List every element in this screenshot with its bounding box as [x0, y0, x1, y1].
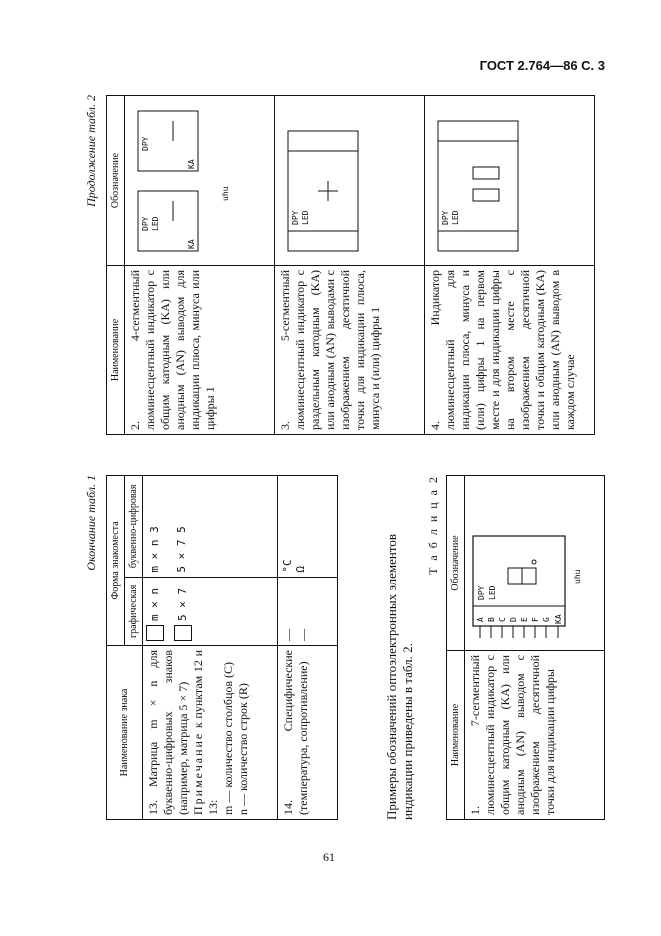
t1-row14-graphic	[278, 577, 338, 645]
t1-row14-alnum	[278, 476, 338, 578]
t2c-head-name: Наименование	[107, 266, 125, 435]
t1-head-graphic: графическая	[125, 577, 143, 645]
label-dpy: DPY	[291, 210, 300, 225]
label-led: LED	[151, 216, 160, 231]
t2-head-name: Наименование	[447, 651, 465, 820]
t1-row13-text: 13. Матрица m × n для буквенно-цифровых знаков (например, матрица 5 × 7)	[146, 650, 190, 815]
t2-row1-symbol	[465, 476, 605, 651]
table2-cont-caption: Продолжение табл. 2	[84, 95, 98, 207]
t1-row13-graphic	[143, 577, 278, 645]
seven-segment-symbol	[468, 496, 588, 646]
t1-note-text: к пунктам 12 и 13:	[191, 649, 220, 815]
label-led: LED	[451, 210, 460, 225]
t1-a3: °C	[281, 559, 294, 573]
t2c-row2: 2. 4-сегментный люминесцентный индикатор с общим катодным (KA) или анодным (AN) выводом для индикации плюса, минуса или цифры 1	[125, 266, 275, 435]
table2	[446, 475, 605, 820]
t2c-head-sym: Обозначение	[107, 96, 125, 266]
label-uhu: uhu	[573, 569, 582, 584]
pin-ka: KA	[187, 159, 196, 169]
t1-a2: 5 × 7 5	[175, 526, 188, 573]
pin-g: G	[542, 617, 551, 622]
t2c-row3-symbol	[275, 96, 425, 266]
t1-row13-name	[143, 646, 278, 820]
t2c-row3: 3. 5-сегментный люминесцентный индикатор с раздельным катодным (KA) или анодным (AN) выводами с изображением десятичной точки для индикации плюса, минуса и (или) цифры 1	[275, 266, 425, 435]
rotated-content	[84, 95, 624, 820]
table2-continued	[106, 95, 595, 435]
t2c-row4-symbol	[425, 96, 595, 266]
matrix-box-icon	[174, 625, 192, 641]
combined-indicator-symbol	[428, 101, 558, 261]
matrix-box-icon	[146, 625, 164, 641]
right-half	[84, 95, 624, 435]
pin-a: A	[476, 617, 485, 622]
label-dpy: DPY	[441, 210, 450, 225]
t1-g1: m × n	[147, 587, 161, 621]
t1-a4: Ω	[294, 565, 307, 573]
five-segment-symbol	[278, 101, 408, 261]
t1-head-form: Форма знакоместа	[107, 476, 125, 646]
t1-head-alnum: буквенно-цифровая	[125, 476, 143, 578]
pin-ka: KA	[187, 239, 196, 249]
label-dpy: DPY	[141, 216, 150, 231]
t1-g4: —	[296, 629, 310, 641]
pin-e: E	[520, 617, 529, 622]
t1-g3: —	[281, 629, 295, 641]
t1-head-name: Наименование знака	[107, 646, 143, 820]
t2c-row2-symbol	[125, 96, 275, 266]
label-dpy: DPY	[141, 136, 150, 151]
label-led: LED	[488, 585, 497, 600]
table2-title: Т а б л и ц а 2	[426, 475, 440, 575]
table1-caption: Окончание табл. 1	[84, 475, 98, 571]
left-half	[84, 475, 624, 820]
pin-b: B	[487, 617, 496, 622]
pin-ka: KA	[554, 614, 563, 624]
four-segment-symbol	[128, 101, 258, 261]
pin-d: D	[509, 617, 518, 622]
pin-c: C	[498, 617, 507, 622]
t1-g2: 5 × 7	[175, 587, 189, 621]
t1-row14-name: 14. Специфические (температура, сопротивление)	[278, 646, 338, 820]
t1-note-label: Примечание	[191, 731, 205, 815]
t2-head-sym: Обозначение	[447, 476, 465, 651]
pin-f: F	[531, 617, 540, 622]
t1-note-n: n — количество строк (R)	[236, 683, 250, 815]
label-led: LED	[301, 210, 310, 225]
t2-row1-name: 1. 7-сегментный люминесцентный индикатор с общим катодным (KA) или анодным (AN) выводом с изображением десятичной точки для индикации цифры	[465, 651, 605, 820]
table1	[106, 475, 338, 820]
label-uhu: uhu	[221, 186, 230, 201]
intro-paragraph: Примеры обозначений оптоэлектронных элементов индикации приведены в табл. 2.	[384, 533, 415, 820]
t1-a1: m × n З	[148, 526, 161, 573]
document-header: ГОСТ 2.764—86 С. 3	[479, 58, 605, 73]
t1-row13-alnum	[143, 476, 278, 578]
label-dpy: DPY	[477, 585, 486, 600]
t1-note-m: m — количество столбцов (C)	[221, 661, 235, 815]
t2c-row4: 4. Индикатор люминесцентный для индикации плюса, минуса и (или) цифры 1 на первом месте и для индикации цифры на втором месте с изображением десятичной точки и общим катодным (KA) или анодным (AN) выводом в каждом случае	[425, 266, 595, 435]
page-number: 61	[323, 850, 335, 864]
